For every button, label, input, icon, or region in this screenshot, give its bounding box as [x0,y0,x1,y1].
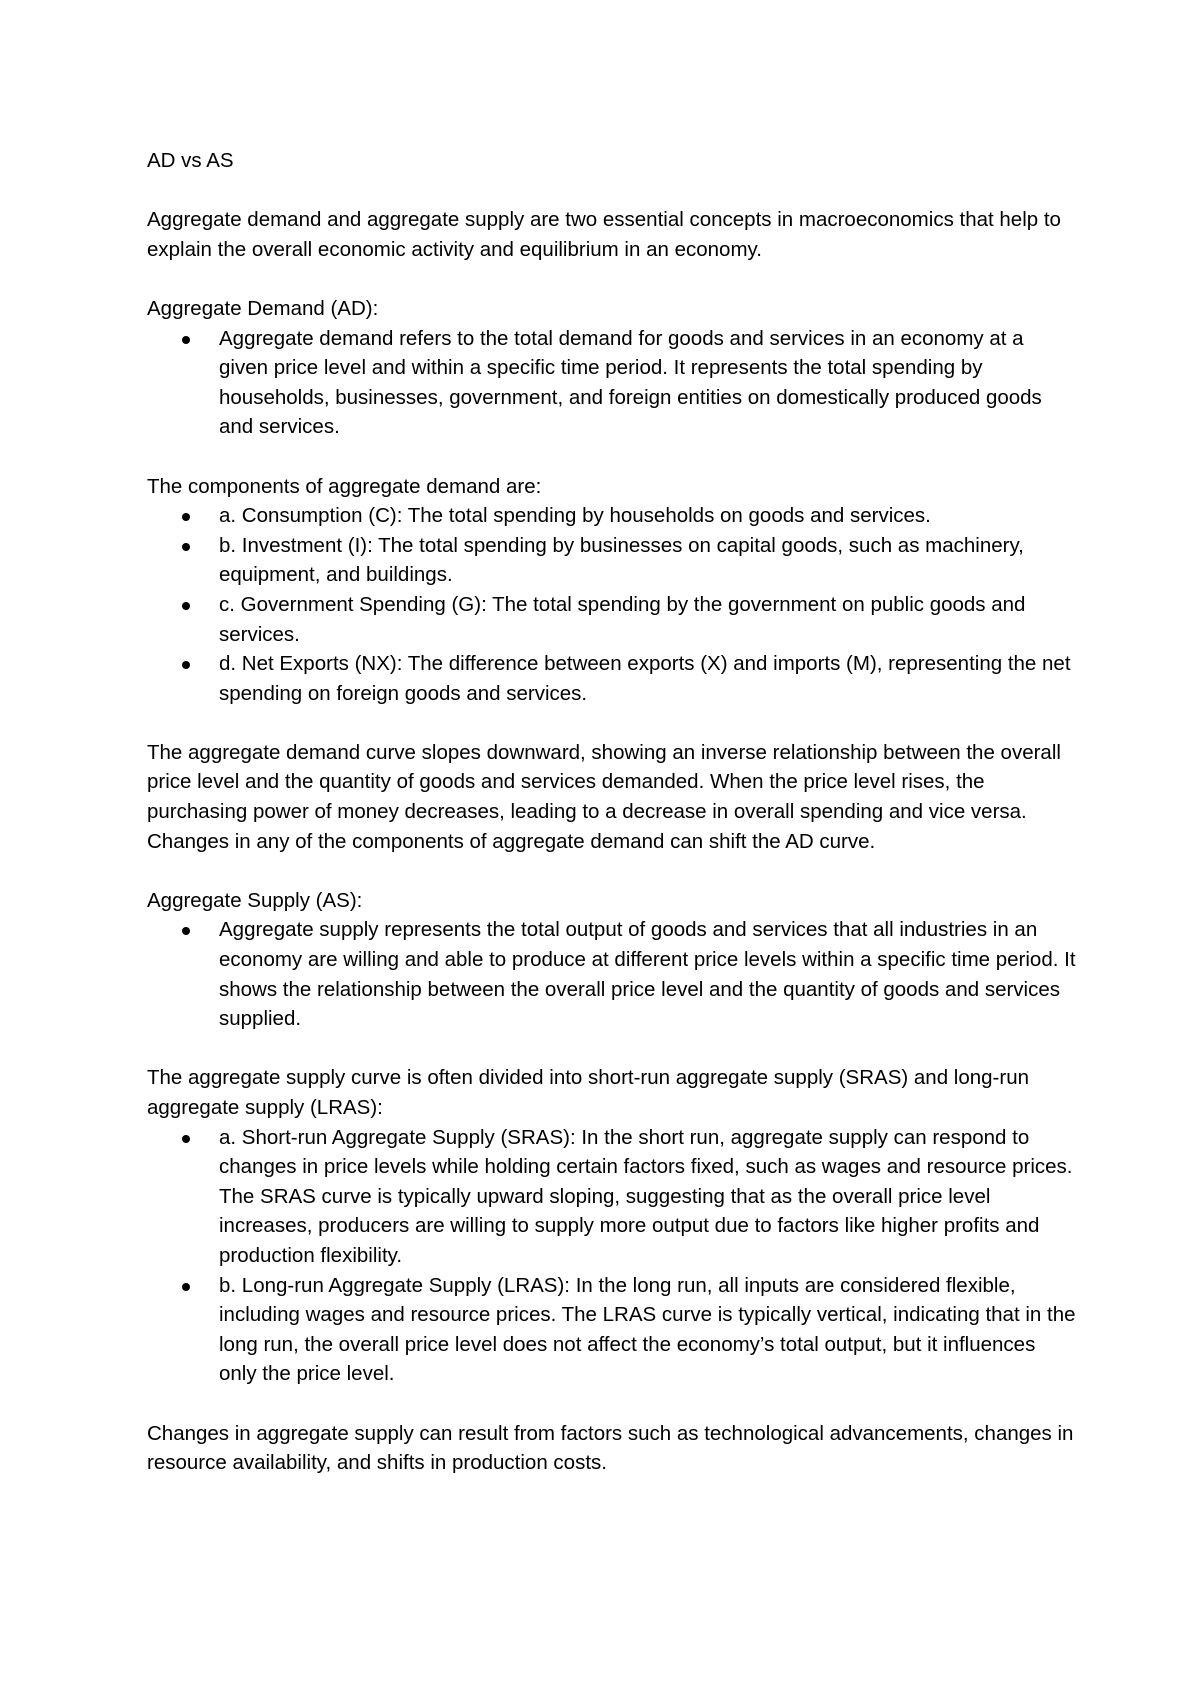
intro-paragraph: Aggregate demand and aggregate supply are two essential concepts in macroeconomics that help to explain the overall economic activity and equilibrium in an economy. [147,208,1061,261]
components-heading: The components of aggregate demand are: [147,474,542,498]
bullet-icon [182,543,190,551]
ad-curve-paragraph: The aggregate demand curve slopes downward, showing an inverse relationship between the overall price level and the quantity of goods and services demanded. When the price level rises, the purchasing power of money decreases, leading to a decrease in overall spending and vice versa. Changes in any of the components of aggregate demand can shift the AD curve. [147,740,1061,853]
list-item: d. Net Exports (NX): The difference between exports (X) and imports (M), representing the net spending on foreign goods and services. [219,649,1077,708]
bullet-icon [182,1283,190,1291]
list-item: Aggregate supply represents the total output of goods and services that all industries in an economy are willing and able to produce at different price levels within a specific time period. It shows the relationship between the overall price level and the quantity of goods and services supplied. [219,915,1077,1033]
list-item: b. Long-run Aggregate Supply (LRAS): In the long run, all inputs are considered flexible, including wages and resource prices. The LRAS curve is typically vertical, indicating that in the long run, the overall price level does not affect the economy’s total output, but it influences only the price level. [219,1271,1077,1389]
list-item: a. Consumption (C): The total spending by households on goods and services. [219,501,1077,531]
as-curve-list [147,1123,1077,1389]
as-list [147,915,1077,1033]
components-list [147,501,1077,708]
list-item: a. Short-run Aggregate Supply (SRAS): In the short run, aggregate supply can respond to changes in price levels while holding certain factors fixed, such as wages and resource prices. The SRAS curve is typically upward sloping, suggesting that as the overall price level increases, producers are willing to supply more output due to factors like higher profits and production flexibility. [219,1123,1077,1271]
list-item: Aggregate demand refers to the total demand for goods and services in an economy at a given price level and within a specific time period. It represents the total spending by households, businesses, government, and foreign entities on domestically produced goods and services. [219,324,1077,442]
bullet-icon [182,1135,190,1143]
closing-paragraph: Changes in aggregate supply can result from factors such as technological advancements, changes in resource availability, and shifts in production costs. [147,1421,1074,1475]
document-title: AD vs AS [147,149,234,172]
bullet-icon [182,336,190,344]
list-item: c. Government Spending (G): The total spending by the government on public goods and services. [219,590,1077,649]
bullet-icon [182,927,190,935]
bullet-icon [182,602,190,610]
list-item: b. Investment (I): The total spending by businesses on capital goods, such as machinery, equipment, and buildings. [219,531,1077,590]
ad-heading: Aggregate Demand (AD): [147,296,379,320]
as-curve-heading: The aggregate supply curve is often divided into short-run aggregate supply (SRAS) and long-run aggregate supply (LRAS): [147,1066,1030,1119]
as-heading: Aggregate Supply (AS): [147,888,363,912]
bullet-icon [182,513,190,521]
bullet-icon [182,661,190,669]
ad-list [147,324,1077,442]
document-page [147,146,1077,1507]
